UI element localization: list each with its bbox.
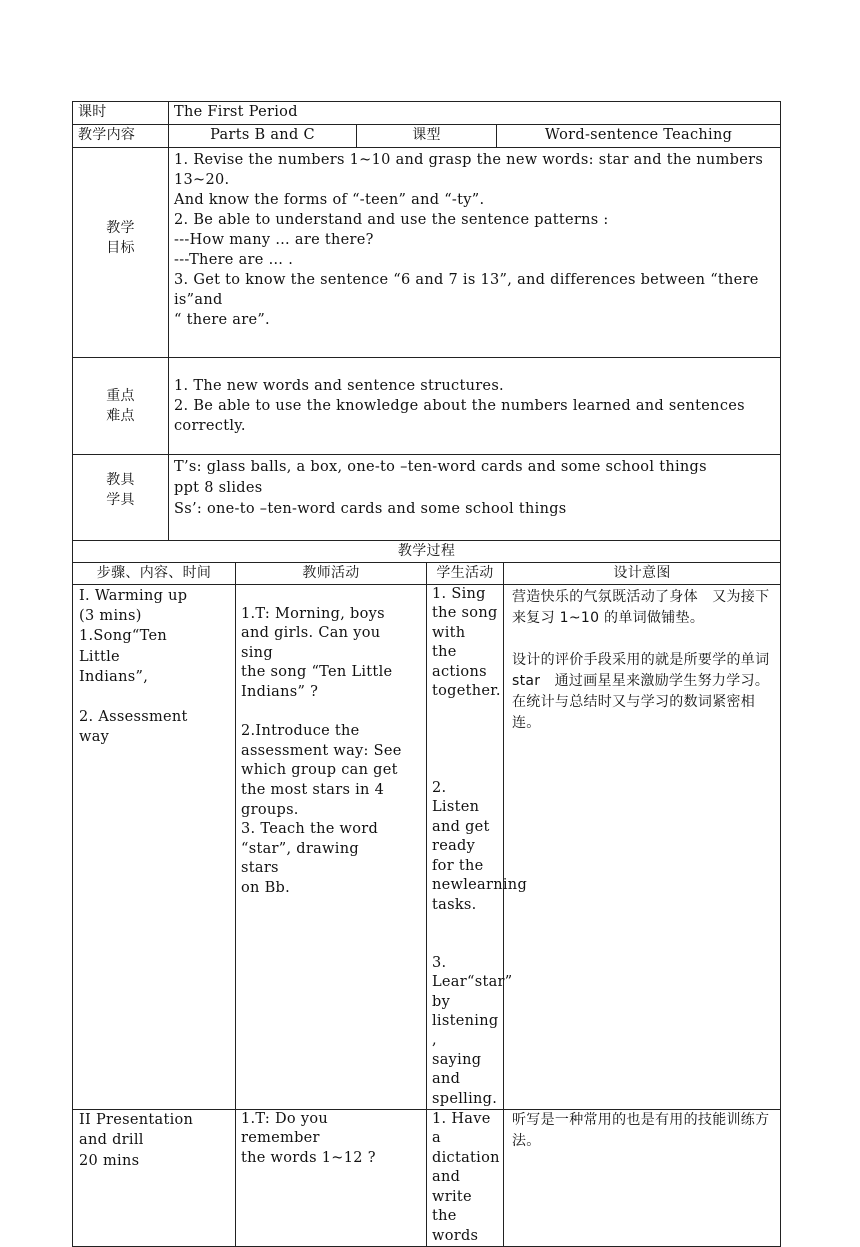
column-header-teacher: 教师活动 — [236, 563, 427, 585]
column-header-student: 学生活动 — [427, 563, 504, 585]
key-points-label: 重点 难点 — [73, 358, 169, 455]
process-title: 教学过程 — [73, 541, 781, 563]
step-cell: II Presentation and drill 20 mins — [73, 1109, 236, 1247]
student-cell: 1. Sing the song with the actions together. 2. Listen and get ready for the newlearning tasks. 3. Lear“star” by listening , saying and spelling. — [427, 585, 504, 1110]
objectives-label: 教学 目标 — [73, 148, 169, 358]
type-label: 课型 — [357, 125, 497, 148]
type-value: Word-sentence Teaching — [497, 125, 781, 148]
objectives-text: 1. Revise the numbers 1~10 and grasp the new words: star and the numbers 13~20. And know the forms of “-teen” and “-ty”. 2. Be able to understand and use the sentence patterns : ---How many … are there? ---There are … . 3. Get to know the sentence “6 and 7 is 13”, and differences between “there is”and “ there are”. — [169, 148, 781, 358]
step-cell: I. Warming up (3 mins) 1.Song“Ten Little Indians”, 2. Assessment way — [73, 585, 236, 1110]
table-row — [73, 585, 781, 1110]
aids-label: 教具 学具 — [73, 455, 169, 541]
design-cell: 听写是一种常用的也是有用的技能训练方法。 — [504, 1109, 781, 1247]
period-label: 课时 — [73, 102, 169, 125]
lesson-plan-table — [72, 101, 781, 1247]
key-points-text: 1. The new words and sentence structures. 2. Be able to use the knowledge about the numbers learned and sentences correctly. — [169, 358, 781, 455]
teacher-cell: 1.T: Do you remember the words 1~12 ? — [236, 1109, 427, 1247]
column-header-step: 步骤、内容、时间 — [73, 563, 236, 585]
content-value: Parts B and C — [169, 125, 357, 148]
teacher-cell: 1.T: Morning, boys and girls. Can you sing the song “Ten Little Indians” ? 2.Introduce the assessment way: See which group can get the most stars in 4 groups. 3. Teach the word “star”, drawing stars on Bb. — [236, 585, 427, 1110]
aids-text: T’s: glass balls, a box, one-to –ten-word cards and some school things ppt 8 slides Ss’: one-to –ten-word cards and some school things — [169, 455, 781, 541]
column-header-design: 设计意图 — [504, 563, 781, 585]
content-label: 教学内容 — [73, 125, 169, 148]
student-cell: 1. Have a dictation and write the words — [427, 1109, 504, 1247]
design-cell: 营造快乐的气氛既活动了身体 又为接下来复习 1~10 的单词做铺垫。 设计的评价手段采用的就是所要学的单词 star 通过画星星来激励学生努力学习。在统计与总结时又与学习的数词紧密相连。 — [504, 585, 781, 1110]
table-row — [73, 1109, 781, 1247]
period-value: The First Period — [169, 102, 781, 125]
